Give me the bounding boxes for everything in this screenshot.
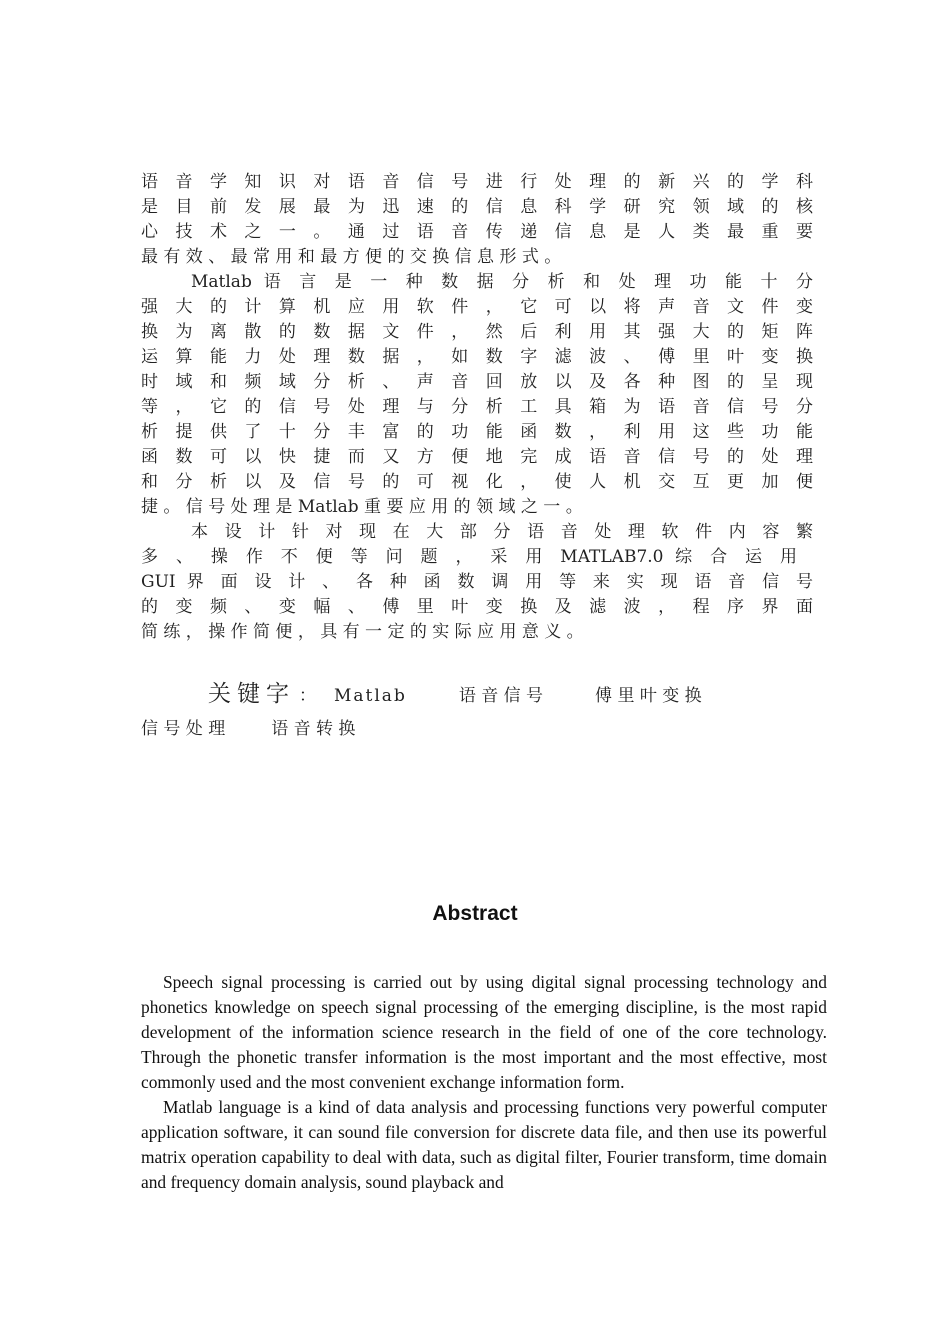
cn-line-19: 简 练 ， 操 作 简 便 ， 具 有 一 定 的 实 际 应 用 意 义 。 — [141, 622, 584, 642]
cn-line-12: 函 数 可 以 快 捷 而 又 方 便 地 完 成 语 音 信 号 的 处 理 — [141, 447, 813, 467]
keyword-3: 傅 里 叶 变 换 — [595, 686, 702, 706]
cn-line-3: 心 技 术 之 一 。 通 过 语 音 传 递 信 息 是 人 类 最 重 要 — [141, 222, 813, 242]
abstract-paragraph-1: Speech signal processing is carried out by using digital signal processing technology and phonetics knowledge on speech signal processing of the emerging discipline, is the most rapid development of the information science research in the field of one of the core technology. Through the phonetic transfer information is the most important and the most effective, most commonly used and the most convenient exchange information form. — [141, 972, 827, 1092]
cn-line-13: 和 分 析 以 及 信 号 的 可 视 化 ， 使 人 机 交 互 更 加 便 — [141, 472, 813, 492]
keywords-row-2 — [141, 717, 355, 742]
chinese-abstract-block — [141, 170, 813, 645]
english-abstract-block — [141, 970, 827, 1195]
cn-line-9: 时 域 和 频 域 分 析 、 声 音 回 放 以 及 各 种 图 的 呈 现 — [141, 372, 813, 392]
cn-line-7: 换 为 离 散 的 数 据 文 件 ， 然 后 利 用 其 强 大 的 矩 阵 — [141, 322, 813, 342]
keyword-4: 信 号 处 理 — [141, 719, 226, 739]
abstract-title: Abstract — [432, 902, 518, 925]
keywords-row — [208, 679, 813, 709]
abstract-paragraph-2: Matlab language is a kind of data analysis and processing functions very powerful computer application software, it can sound file conversion for discrete data file, and then use its powerful matrix operation capability to deal with data, such as digital filter, Fourier transform, time domain and frequency domain analysis, sound playback and — [141, 1097, 827, 1192]
cn-line-14: 捷 。 信 号 处 理 是 Matlab 重 要 应 用 的 领 域 之 一 。 — [141, 497, 583, 517]
cn-line-16: 多 、 操 作 不 便 等 问 题 ， 采 用 MATLAB7.0 综 合 运 用 — [141, 547, 797, 567]
cn-line-4: 最 有 效 、 最 常 用 和 最 方 便 的 交 换 信 息 形 式 。 — [141, 247, 562, 267]
keyword-1: Matlab — [334, 686, 407, 706]
keywords-separator: ： — [299, 686, 316, 706]
cn-line-18: 的 变 频 、 变 幅 、 傅 里 叶 变 换 及 滤 波 ， 程 序 界 面 — [141, 597, 813, 617]
cn-line-6: 强 大 的 计 算 机 应 用 软 件 ， 它 可 以 将 声 音 文 件 变 — [141, 297, 813, 317]
cn-line-1: 语 音 学 知 识 对 语 音 信 号 进 行 处 理 的 新 兴 的 学 科 — [141, 172, 813, 192]
cn-line-17: GUI 界 面 设 计 、 各 种 函 数 调 用 等 来 实 现 语 音 信 号 — [141, 572, 813, 592]
cn-line-8: 运 算 能 力 处 理 数 据 ， 如 数 字 滤 波 、 傅 里 叶 变 换 — [141, 347, 813, 367]
keyword-2: 语 音 信 号 — [458, 686, 544, 706]
cn-line-2: 是 目 前 发 展 最 为 迅 速 的 信 息 科 学 研 究 领 域 的 核 — [141, 197, 813, 217]
keyword-5: 语 音 转 换 — [271, 719, 356, 739]
cn-line-5: Matlab 语 言 是 一 种 数 据 分 析 和 处 理 功 能 十 分 — [191, 272, 813, 292]
cn-line-15: 本 设 计 针 对 现 在 大 部 分 语 音 处 理 软 件 内 容 繁 — [191, 522, 813, 542]
cn-line-10: 等 ， 它 的 信 号 处 理 与 分 析 工 具 箱 为 语 音 信 号 分 — [141, 397, 813, 417]
keywords-label: 关键字 — [208, 681, 295, 707]
cn-line-11: 析 提 供 了 十 分 丰 富 的 功 能 函 数 ， 利 用 这 些 功 能 — [141, 422, 813, 442]
